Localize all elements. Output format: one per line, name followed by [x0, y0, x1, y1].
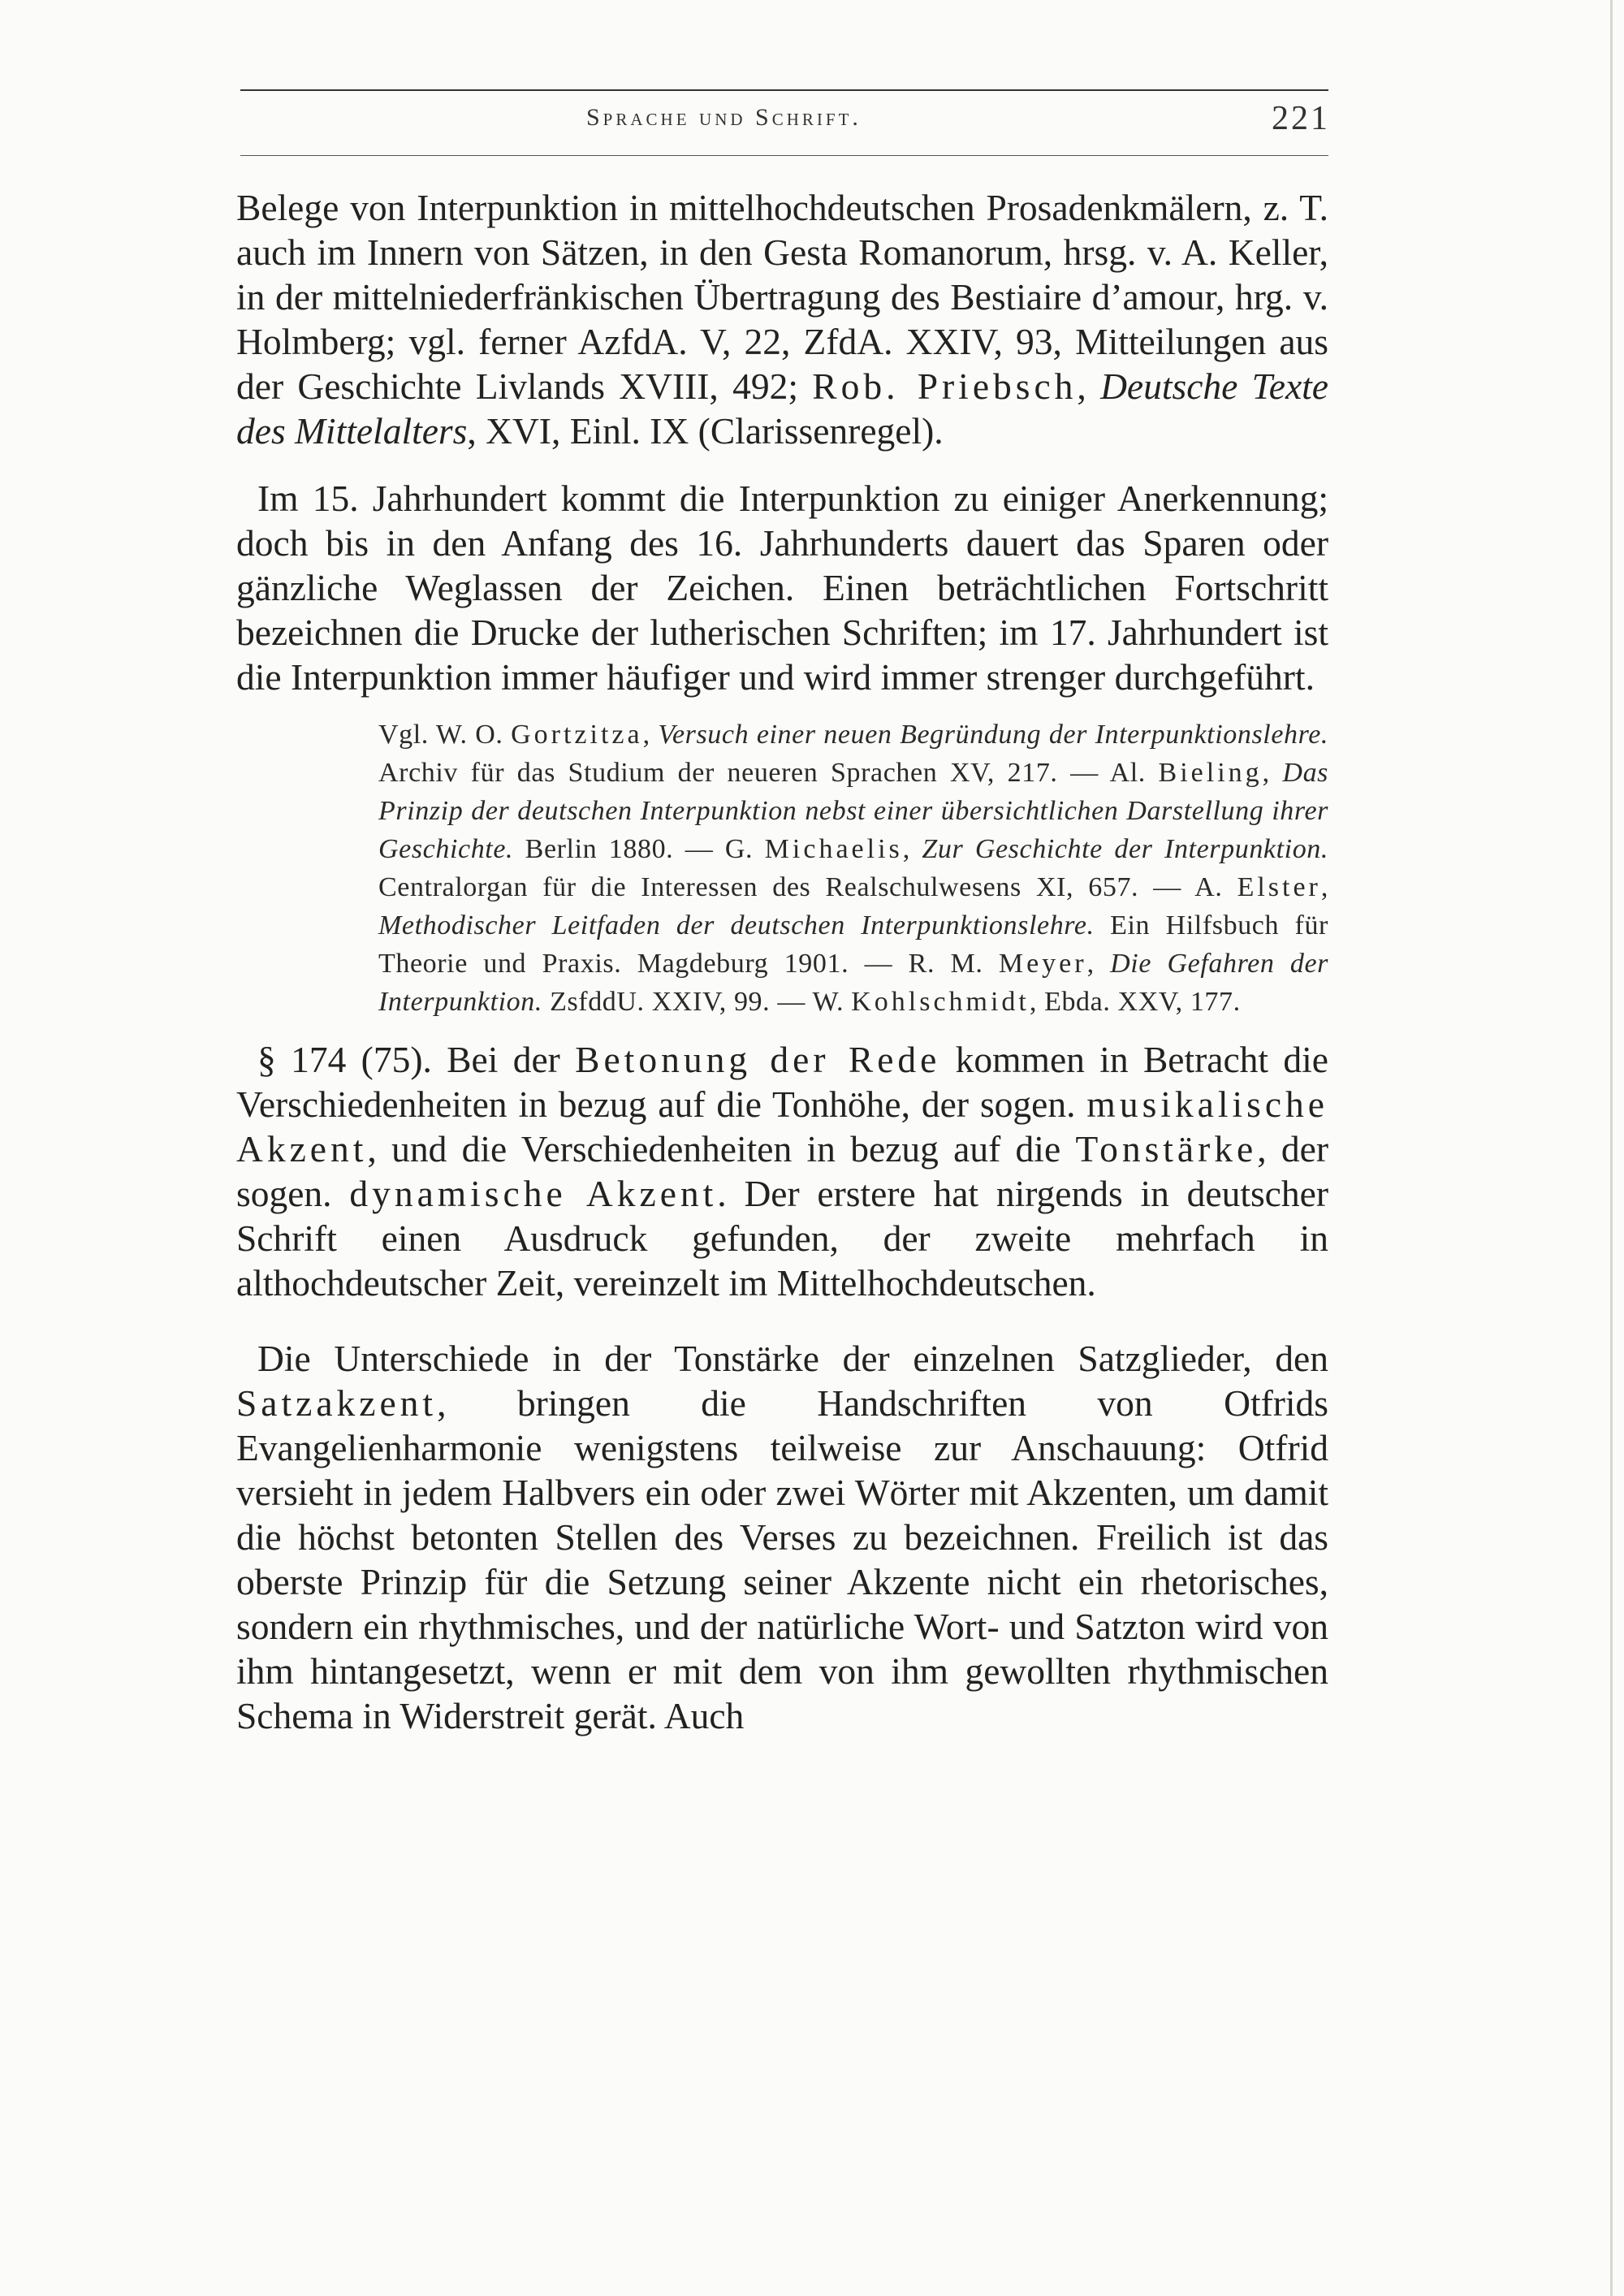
spaced-emphasis: Satzakzent: [236, 1382, 438, 1424]
text-run: , der sogen.: [236, 1128, 1328, 1214]
spaced-emphasis: Meyer: [998, 949, 1087, 979]
page-number: 221: [1272, 100, 1330, 137]
spaced-emphasis: Elster: [1237, 872, 1321, 902]
spaced-emphasis: musikalische Akzent: [236, 1083, 1328, 1170]
header-rule-top: [240, 89, 1328, 91]
bibliographic-note: [378, 716, 1328, 1021]
text-run: Belege von Interpunktion in mittelhochdeutschen Prosadenkmälern, z. T. auch im Innern von Sätzen, in den Gesta Romanorum, hrsg. v. A. Keller, in der mittelniederfränkischen Übertragung des Bestiaire d’amour, hrg. v. Holmberg; vgl. ferner AzfdA. V, 22, ZfdA. XXIV, 93, Mitteilungen aus der Geschichte Livlands XVIII, 492;: [236, 187, 1328, 407]
text-run: Ein Hilfsbuch für Theorie und Praxis. Magdeburg 1901. — R. M.: [378, 910, 1328, 979]
paragraph-satzakzent: [236, 1336, 1328, 1738]
text-run: , XVI, Einl. IX (Clarissenregel).: [467, 410, 944, 452]
spaced-emphasis: Gortzitza: [511, 720, 643, 750]
italic-title: Methodischer Leitfaden der deutschen Interpunktionslehre.: [378, 910, 1095, 940]
text-run: Vgl. W. O.: [378, 720, 512, 750]
spaced-emphasis: dynamische Akzent: [349, 1173, 718, 1214]
header-rule-bottom: [240, 155, 1328, 156]
text-run: kommen in Betracht die Verschiedenheiten in bezug auf die Tonhöhe, der sogen.: [236, 1039, 1328, 1125]
text-run: , Ebda. XXV, 177.: [1029, 987, 1241, 1017]
text-run: ,: [1086, 949, 1111, 979]
text-run: Im 15. Jahrhundert kommt die Interpunktion zu einiger Anerkennung; doch bis in den Anfang des 16. Jahrhunderts dauert das Sparen oder gänzliche Weglassen der Zeichen. Einen beträchtlichen Fortschritt bezeichnen die Drucke der lutherischen Schriften; im 17. Jahrhundert ist die Interpunktion immer häufiger und wird immer strenger durchgeführt.: [236, 478, 1328, 698]
spaced-emphasis: Tonstärke: [1075, 1128, 1258, 1170]
spaced-emphasis: Kohlschmidt: [851, 987, 1030, 1017]
text-run: Die Unterschiede in der Tonstärke der einzelnen Satzglieder, den: [257, 1338, 1328, 1379]
italic-title: Zur Geschichte der Interpunktion.: [922, 834, 1328, 864]
text-run: Berlin 1880. — G.: [513, 834, 765, 864]
spaced-emphasis: Michaelis: [764, 834, 903, 864]
text-run: ,: [1077, 365, 1101, 407]
text-run: ,: [902, 834, 922, 864]
text-run: ,: [642, 720, 659, 750]
spaced-emphasis: Bieling: [1158, 758, 1263, 788]
text-run: . Der erstere hat nirgends in deutscher Schrift einen Ausdruck gefunden, der zweite mehrfach in althochdeutscher Zeit, vereinzelt im Mittelhochdeutschen.: [236, 1173, 1328, 1304]
italic-title: Versuch einer neuen Begründung der Interpunktionslehre.: [658, 720, 1328, 750]
text-run: ,: [1320, 872, 1328, 902]
spaced-emphasis: Rob. Priebsch: [812, 365, 1078, 407]
italic-title: Deutsche Texte des Mittelalters: [236, 365, 1328, 452]
text-run: ZsfddU. XXIV, 99. — W.: [542, 987, 852, 1017]
text-run: , und die Verschiedenheiten in bezug auf die: [367, 1128, 1076, 1170]
spaced-emphasis: Betonung der Rede: [575, 1039, 941, 1080]
paragraph-interpunktion-belege: [236, 185, 1328, 453]
text-run: , bringen die Handschriften von Otfrids Evangelienharmonie wenigstens teilweise zur Anschauung: Otfrid versieht in jedem Halbvers ein oder zwei Wörter mit Akzenten, um damit die höchst betonten Stellen des Verses zu bezeichnen. Freilich ist das oberste Prinzip für die Setzung seiner Akzente nicht ein rhetorisches, sondern ein rhythmisches, und der natürliche Wort- und Satzton wird von ihm hintangesetzt, wenn er mit dem von ihm gewollten rhythmischen Schema in Widerstreit gerät. Auch: [236, 1382, 1328, 1736]
text-run: Centralorgan für die Interessen des Realschulwesens XI, 657. — A.: [378, 872, 1237, 902]
text-run: Archiv für das Studium der neueren Sprachen XV, 217. — Al.: [378, 758, 1159, 788]
text-run: ,: [1262, 758, 1283, 788]
text-run: § 174 (75). Bei der: [257, 1039, 576, 1080]
body-text: [236, 185, 1328, 1738]
paragraph-section-174: [236, 1037, 1328, 1305]
paragraph-interpunktion-geschichte: [236, 476, 1328, 699]
running-head: Sprache und Schrift.: [586, 104, 862, 131]
page-edge: [1610, 0, 1613, 2296]
italic-title: Das Prinzip der deutschen Interpunktion nebst einer übersichtlichen Darstellung ihrer Geschichte.: [378, 758, 1329, 864]
italic-title: Die Gefahren der Interpunktion.: [378, 949, 1328, 1017]
